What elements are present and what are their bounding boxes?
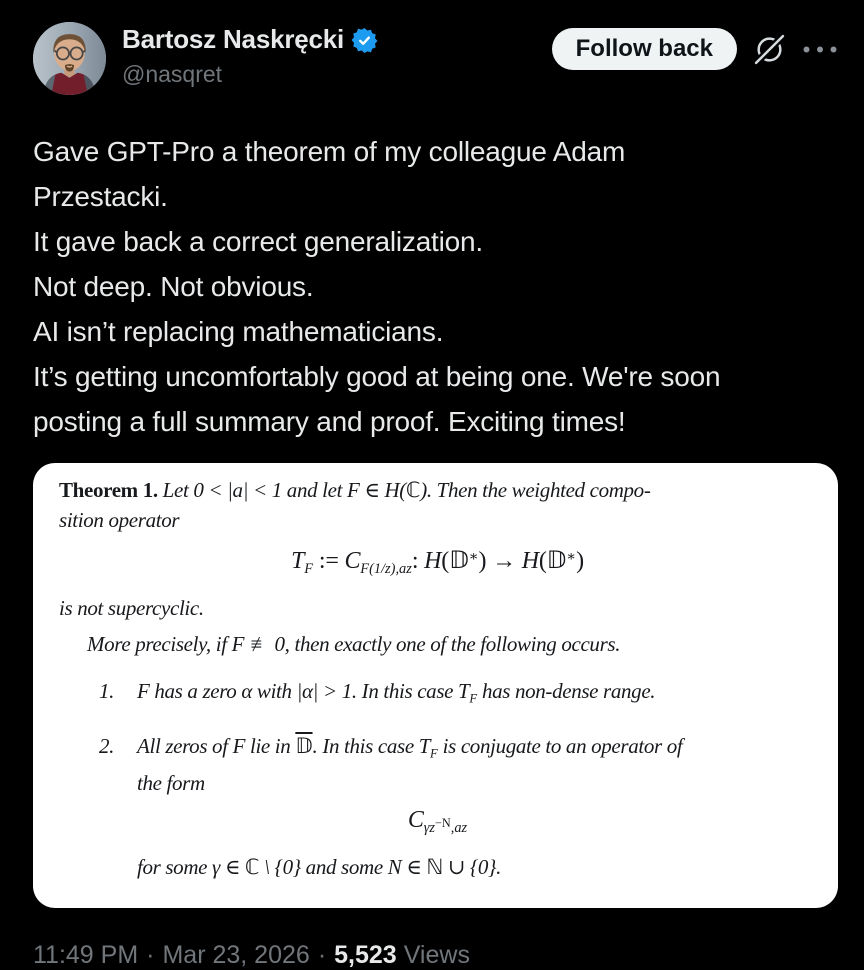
tweet-text-line: Not deep. Not obvious.: [33, 271, 314, 302]
theorem-heading: Theorem 1.: [59, 478, 158, 502]
tweet-text-line: posting a full summary and proof. Exciting times!: [33, 406, 626, 437]
tweet-text-line: Przestacki.: [33, 181, 168, 212]
tweet-text-line: AI isn’t replacing mathematicians.: [33, 316, 444, 347]
item-number: 2.: [99, 733, 115, 758]
post-date: Mar 23, 2026: [162, 941, 310, 970]
views-count: 5,523: [334, 941, 397, 970]
item-number: 1.: [99, 679, 115, 704]
theorem-closing-line: for some γ ∈ ℂ \ {0} and some N ∈ ℕ ∪ {0}.: [137, 855, 501, 880]
tweet-text-line: It’s getting uncomfortably good at being one. We're soon: [33, 361, 721, 392]
avatar[interactable]: [33, 22, 106, 95]
avatar-portrait-illustration: [33, 22, 106, 95]
theorem-intro-line-1: Theorem 1. Let 0 < |a| < 1 and let F ∈ H(ℂ). Then the weighted compo-: [59, 478, 651, 502]
timestamp-row: [33, 941, 838, 970]
display-name[interactable]: Bartosz Naskręcki: [122, 24, 345, 54]
user-handle[interactable]: @nasqret: [122, 61, 223, 87]
post-header: [33, 20, 838, 95]
theorem-more-precisely-line: More precisely, if F ≢ 0, then exactly one of the following occurs.: [87, 632, 621, 657]
user-identity: [122, 20, 378, 88]
verified-badge-icon: [351, 27, 378, 54]
separator-dot: ·: [146, 941, 155, 970]
item-text: All zeros of F lie in 𝔻. In this case $T_F$ is conjugate to an operator of the form: [137, 733, 683, 796]
theorem-display-equation-1: $T_F$ := $C_{F(1/z),az}$: H(𝔻∗) → H(𝔻∗): [291, 546, 584, 578]
post-time: 11:49 PM: [33, 941, 139, 970]
grok-icon[interactable]: [753, 33, 786, 66]
theorem-list-item-1: [59, 676, 816, 713]
theorem-supercyclic-line: is not supercyclic.: [59, 596, 204, 621]
theorem-list-item-2: [59, 731, 816, 798]
name-row: [122, 24, 378, 55]
tweet-text-line: It gave back a correct generalization.: [33, 226, 483, 257]
theorem-display-equation-2: $C_{\gamma z^{-N},az}$: [407, 807, 468, 837]
theorem-image-attachment[interactable]: [33, 463, 838, 908]
theorem-intro-line-2: sition operator: [59, 508, 180, 532]
tweet-text: [33, 129, 838, 444]
more-options-icon[interactable]: [802, 45, 838, 54]
tweet-text-line: Gave GPT-Pro a theorem of my colleague Adam: [33, 136, 626, 167]
follow-back-button[interactable]: Follow back: [552, 28, 737, 70]
item-text: F has a zero α with |α| > 1. In this case $T_F$ has non-dense range.: [137, 679, 656, 706]
header-actions: [552, 20, 838, 70]
views-label: Views: [403, 941, 470, 970]
separator-dot: ·: [317, 941, 327, 970]
